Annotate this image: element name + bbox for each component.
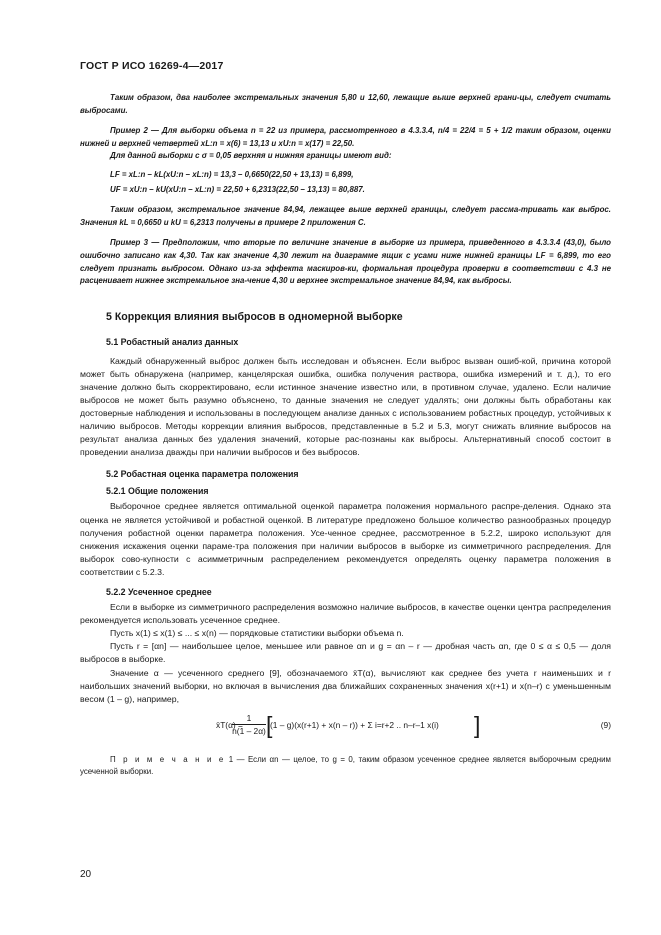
formula-upper-fence: UF = xU:n – kU(xU:n – xL:n) = 22,50 + 6,2313(22,50 – 13,13) = 80,887. (110, 184, 365, 194)
formula-lhs: x̄T(α) = (216, 719, 243, 730)
section-5-heading: 5 Коррекция влияния выбросов в одномерной выборке (106, 310, 403, 323)
formula-number: (9) (600, 719, 611, 730)
section-5-2-2-heading: 5.2.2 Усеченное среднее (106, 587, 212, 598)
order-statistics-text: Пусть x(1) ≤ x(1) ≤ ... ≤ x(n) — порядковые статистики выборки объема n. (110, 628, 404, 639)
conclusion-paragraph-2: Таким образом, экстремальное значение 84,94, лежащее выше верхней границы, следует рассма-тривать как выброс. Значения kL = 0,6650 и kU = 6,2313 получены в примере 2 приложения С. (80, 205, 611, 227)
note-1 (80, 754, 611, 779)
trimmed-mean-definition: Значение α — усеченного среднего [9], обозначаемого x̄T(α), вычисляют как среднее без учета r наименьших и r наибольших значений выборки, но включая в вычисления два ближайших сохраненных значения x(r+1) и x(n–r) с уменьшенным весом (1 – g), например, (80, 667, 611, 704)
section-5-2-1-heading: 5.2.1 Общие положения (106, 486, 209, 497)
document-header: ГОСТ Р ИСО 16269-4—2017 (80, 60, 224, 72)
page-number: 20 (80, 869, 92, 880)
formula-lower-fence: LF = xL:n – kL(xU:n – xL:n) = 13,3 – 0,6650(22,50 + 13,13) = 6,899, (110, 169, 354, 179)
bounds-intro: Для данной выборки c σ = 0,05 верхняя и нижняя границы имеют вид: (110, 151, 392, 161)
formula-bracket-content: (1 – g)(x(r+1) + x(n – r)) + Σ i=r+2 .. n–r–1 x(i) (270, 719, 439, 730)
page-body (80, 88, 611, 778)
example-3-paragraph: Пример 3 — Предположим, что вторые по величине значение в выборке из примера, приведенного в 4.3.3.4 (43,0), было ошибочно записано как 4,30. Так как значение 4,30 лежит на диаграмме ящик с усами ниже нижней границы LF = 6,899, то его следует признать выбросом. Однако из-за эффекта маскиров-ки, формальная процедура проверки в соответствии с 4.3 не расценивает нижнее экстремальное зна-чение 4,30 и верхнее экстремальное значение 84,94, как выбросы. (80, 238, 611, 286)
note-label: П р и м е ч а н и е (110, 754, 226, 764)
alpha-definition-text: Пусть r = [αn] — наибольшее целое, меньшее или равное αn и g = αn – r — дробная часть αn, где 0 ≤ α ≤ 0,5 — доля выбросов в выборке. (80, 641, 611, 665)
example-2-paragraph: Пример 2 — Для выборки объема n = 22 из примера, рассмотренного в 4.3.3.4, n/4 = 22/4 = 5 + 1/2 таким образом, оценки нижней и верхней четвертей xL:n = x(6) = 13,13 и xU:n = x(17) = 22,50. (80, 126, 611, 148)
trimmed-mean-intro: Если в выборке из симметричного распределения возможно наличие выбросов, в качестве оценки центра распределения рекомендуется использовать усеченное среднее. (80, 602, 611, 626)
formula-numerator: 1 (232, 712, 266, 725)
section-5-2-heading: 5.2 Робастная оценка параметра положения (106, 469, 299, 480)
formula-denominator: n(1 – 2α) (232, 725, 266, 736)
conclusion-paragraph-1: Таким образом, два наиболее экстремальных значения 5,80 и 12,60, лежащие выше верхней грани-цы, следует считать выбросами. (80, 93, 611, 115)
formula-9 (80, 712, 611, 746)
note-text: 1 — Если αn — целое, то g = 0, таким образом усеченное среднее является выборочным средним усеченной выборки. (80, 754, 611, 777)
formula-left-bracket: [ (266, 711, 273, 738)
section-5-1-heading: 5.1 Робастный анализ данных (106, 336, 239, 347)
formula-fraction (232, 712, 266, 737)
section-5-2-1-text: Выборочное среднее является оптимальной оценкой параметра положения нормального распре-деления. Однако эта оценка не является устойчивой и робастной оценкой. В литературе предложено большое количество разнообразных процедур получения робастной оценки параметра положения. Усе-ченное среднее, рассмотренное в 5.2.2, широко используют для снижения искажения оценки параме-тра положения при наличии выбросов в выборке из симметричного распределения. Для выборок сово-купности с асимметричным распределением рекомендуется определять оценку параметра положения в соответствии с 5.2.3. (80, 501, 611, 577)
section-5-1-text: Каждый обнаруженный выброс должен быть исследован и объяснен. Если выброс вызван ошиб-кой, причина которой может быть обнаружена (например, канцелярская ошибка, ошибка получения раствора, ошибка измерений и т. д.), то его значение должно быть скорректировано, если истинное значение известно или, в противном случае, удалено. Если наличие выбросов не может быть разумно объяснено, то данные значения не следует удалять; они должны быть обработаны как достоверные наблюдения и использованы в последующем анализе данных с использованием робастных процедур, устойчивых к наличию выбросов. Методы коррекции влияния выбросов, представленные в 5.2 и 5.3, могут снижать влияние выбросов на результат анализа данных без удаления значений, которые рас-познаны как выбросы. Альтернативный способ состоит в проведении анализа дважды при наличии выбросов и без выбросов. (80, 355, 611, 458)
formula-right-bracket: ] (474, 711, 481, 738)
